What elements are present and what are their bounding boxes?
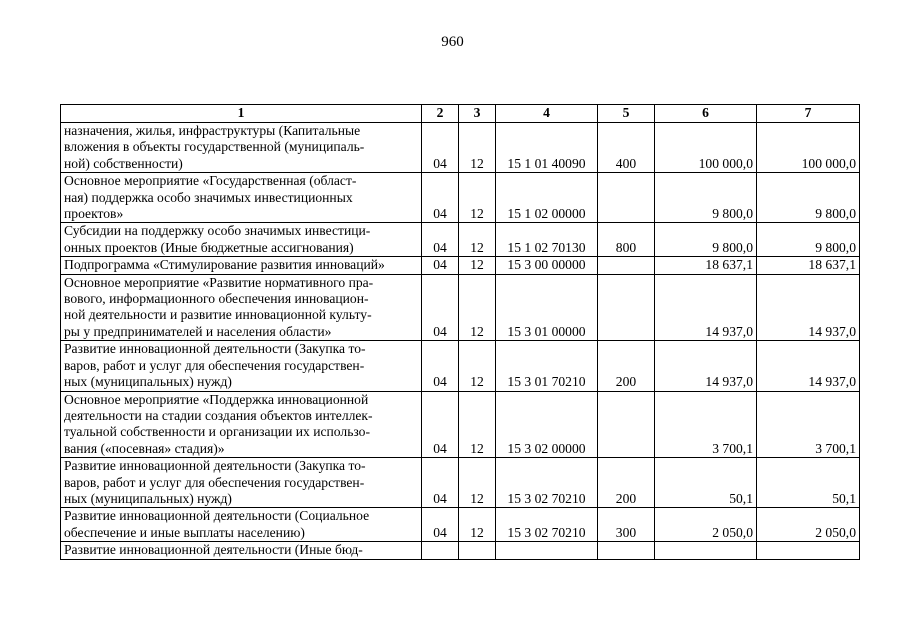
description-line: ных (муниципальных) нужд) xyxy=(64,374,232,390)
cell-section: 04 xyxy=(422,274,459,341)
description-line: Подпрограмма «Стимулирование развития инноваций» xyxy=(64,257,385,273)
description-line: ных (муниципальных) нужд) xyxy=(64,490,232,506)
cell-amount-1: 9 800,0 xyxy=(655,173,757,223)
description-line: ной) собственности) xyxy=(64,155,183,171)
description-line: назначения, жилья, инфраструктуры (Капитальные xyxy=(64,123,361,138)
description-line: обеспечение и иные выплаты населению) xyxy=(64,524,305,540)
description-line: Развитие инновационной деятельности (Социальное xyxy=(64,508,370,524)
description-line: Субсидии на поддержку особо значимых инвестици- xyxy=(64,223,371,239)
cell-description xyxy=(61,391,422,458)
cell-amount-1: 50,1 xyxy=(655,458,757,508)
cell-expense-type xyxy=(598,274,655,341)
cell-subsection: 12 xyxy=(459,223,496,257)
description-line: варов, работ и услуг для обеспечения государствен- xyxy=(64,357,365,373)
description-line: ры у предпринимателей и населения области» xyxy=(64,323,332,339)
table-row xyxy=(61,223,860,257)
cell-section: 04 xyxy=(422,223,459,257)
table-row xyxy=(61,542,860,559)
cell-section: 04 xyxy=(422,508,459,542)
table-row xyxy=(61,341,860,391)
cell-amount-2: 100 000,0 xyxy=(757,123,860,173)
cell-target-code: 15 3 02 00000 xyxy=(496,391,598,458)
cell-amount-1: 3 700,1 xyxy=(655,391,757,458)
table-row xyxy=(61,274,860,341)
cell-amount-2: 2 050,0 xyxy=(757,508,860,542)
cell-expense-type: 200 xyxy=(598,458,655,508)
table-header-row xyxy=(61,105,860,123)
cell-expense-type: 300 xyxy=(598,508,655,542)
cell-description xyxy=(61,341,422,391)
description-line: ной деятельности и развитие инновационной культу- xyxy=(64,307,372,323)
table-body xyxy=(61,123,860,560)
cell-target-code: 15 3 02 70210 xyxy=(496,458,598,508)
cell-target-code: 15 3 01 70210 xyxy=(496,341,598,391)
cell-amount-2: 14 937,0 xyxy=(757,341,860,391)
description-line: Основное мероприятие «Поддержка инновационной xyxy=(64,391,369,407)
cell-expense-type: 800 xyxy=(598,223,655,257)
cell-amount-1: 9 800,0 xyxy=(655,223,757,257)
budget-table xyxy=(60,104,860,560)
description-line: Развитие инновационной деятельности (Закупка то- xyxy=(64,341,366,357)
cell-section: 04 xyxy=(422,173,459,223)
table-row xyxy=(61,391,860,458)
cell-description xyxy=(61,458,422,508)
cell-target-code: 15 1 01 40090 xyxy=(496,123,598,173)
cell-amount-2: 3 700,1 xyxy=(757,391,860,458)
description-line: вового, информационного обеспечения инновацион- xyxy=(64,291,369,307)
cell-section: 04 xyxy=(422,458,459,508)
cell-expense-type xyxy=(598,173,655,223)
table-row xyxy=(61,508,860,542)
header-col-7: 7 xyxy=(757,105,860,123)
cell-target-code: 15 1 02 70130 xyxy=(496,223,598,257)
cell-expense-type: 200 xyxy=(598,341,655,391)
cell-section: 04 xyxy=(422,257,459,274)
cell-amount-2: 14 937,0 xyxy=(757,274,860,341)
header-col-5: 5 xyxy=(598,105,655,123)
description-line: Развитие инновационной деятельности (Иные бюд- xyxy=(64,542,363,558)
header-col-6: 6 xyxy=(655,105,757,123)
cell-description xyxy=(61,173,422,223)
table-row xyxy=(61,123,860,173)
page-number: 960 xyxy=(441,34,464,50)
cell-amount-2: 9 800,0 xyxy=(757,173,860,223)
cell-amount-1: 14 937,0 xyxy=(655,274,757,341)
table-row xyxy=(61,257,860,274)
cell-subsection: 12 xyxy=(459,257,496,274)
cell-expense-type xyxy=(598,257,655,274)
table-row xyxy=(61,173,860,223)
cell-subsection xyxy=(459,542,496,559)
cell-subsection: 12 xyxy=(459,458,496,508)
cell-subsection: 12 xyxy=(459,391,496,458)
cell-section: 04 xyxy=(422,391,459,458)
description-line: ная) поддержка особо значимых инвестиционных xyxy=(64,189,353,205)
description-line: туальной собственности и организации их использо- xyxy=(64,424,371,440)
cell-subsection: 12 xyxy=(459,341,496,391)
table-row xyxy=(61,458,860,508)
cell-description xyxy=(61,123,422,173)
cell-target-code: 15 1 02 00000 xyxy=(496,173,598,223)
cell-section: 04 xyxy=(422,123,459,173)
cell-expense-type xyxy=(598,542,655,559)
cell-target-code: 15 3 00 00000 xyxy=(496,257,598,274)
description-line: Основное мероприятие «Государственная (област- xyxy=(64,173,357,189)
cell-description xyxy=(61,257,422,274)
description-line: деятельности на стадии создания объектов интеллек- xyxy=(64,407,373,423)
cell-target-code xyxy=(496,542,598,559)
header-col-3: 3 xyxy=(459,105,496,123)
cell-subsection: 12 xyxy=(459,274,496,341)
cell-target-code: 15 3 02 70210 xyxy=(496,508,598,542)
cell-subsection: 12 xyxy=(459,508,496,542)
header-col-1: 1 xyxy=(61,105,422,123)
cell-amount-2: 18 637,1 xyxy=(757,257,860,274)
cell-amount-1: 100 000,0 xyxy=(655,123,757,173)
cell-target-code: 15 3 01 00000 xyxy=(496,274,598,341)
cell-amount-2: 9 800,0 xyxy=(757,223,860,257)
cell-description xyxy=(61,542,422,559)
cell-section: 04 xyxy=(422,341,459,391)
cell-amount-1: 18 637,1 xyxy=(655,257,757,274)
header-col-2: 2 xyxy=(422,105,459,123)
cell-amount-1: 2 050,0 xyxy=(655,508,757,542)
cell-subsection: 12 xyxy=(459,173,496,223)
cell-expense-type: 400 xyxy=(598,123,655,173)
description-line: проектов» xyxy=(64,206,124,222)
description-line: онных проектов (Иные бюджетные ассигнования) xyxy=(64,239,354,255)
cell-description xyxy=(61,508,422,542)
description-line: варов, работ и услуг для обеспечения государствен- xyxy=(64,474,365,490)
cell-amount-2 xyxy=(757,542,860,559)
header-col-4: 4 xyxy=(496,105,598,123)
cell-expense-type xyxy=(598,391,655,458)
cell-amount-1: 14 937,0 xyxy=(655,341,757,391)
description-line: Основное мероприятие «Развитие нормативного пра- xyxy=(64,274,374,290)
description-line: вания («посевная» стадия)» xyxy=(64,440,225,456)
cell-section xyxy=(422,542,459,559)
description-line: Развитие инновационной деятельности (Закупка то- xyxy=(64,458,366,474)
cell-amount-2: 50,1 xyxy=(757,458,860,508)
cell-description xyxy=(61,223,422,257)
cell-description xyxy=(61,274,422,341)
description-line: вложения в объекты государственной (муниципаль- xyxy=(64,139,365,155)
cell-subsection: 12 xyxy=(459,123,496,173)
cell-amount-1 xyxy=(655,542,757,559)
